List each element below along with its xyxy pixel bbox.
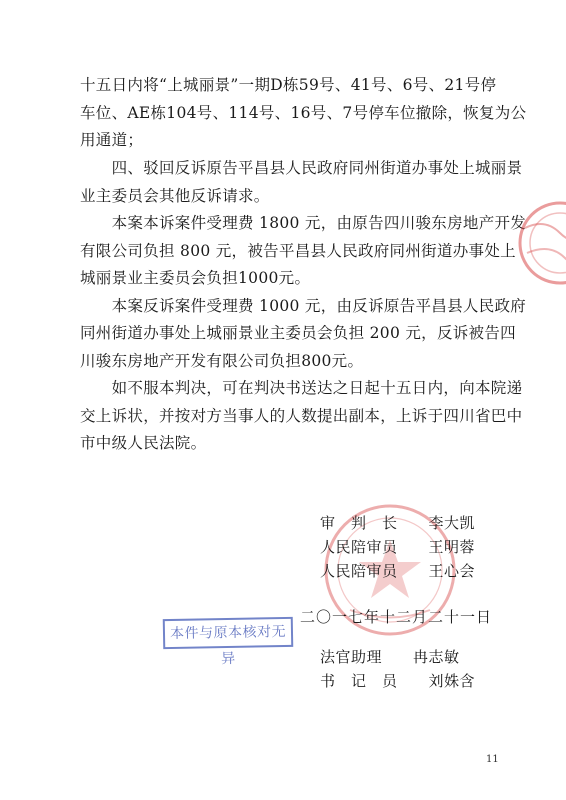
clerk-signature: 书 记 员 刘姝含 [320,672,476,690]
juror-1-signature: 人民陪审员 王明蓉 [320,538,476,556]
body-line-9: 本案反诉案件受理费 1000 元，由反诉原告平昌县人民政府 [80,297,527,315]
body-line-8: 城丽景业主委员会负担1000元。 [80,269,311,287]
chief-judge-signature: 审 判 长 李大凯 [320,514,476,532]
body-line-2: 车位、AE栋104号、114号、16号、7号停车位撤除，恢复为公 [80,104,527,122]
body-line-7: 有限公司负担 800 元，被告平昌县人民政府同州街道办事处上 [80,242,516,260]
body-line-10: 同州街道办事处上城丽景业主委员会负担 200 元，反诉被告四 [80,324,516,342]
body-line-4: 四、驳回反诉原告平昌县人民政府同州街道办事处上城丽景 [80,159,523,177]
juror-2-signature: 人民陪审员 王心会 [320,562,476,580]
copy-verified-stamp: 本件与原本核对无异 [163,617,294,649]
judge-assistant-signature: 法官助理 冉志敏 [320,648,460,666]
body-line-13: 交上诉状，并按对方当事人的人数提出副本，上诉于四川省巴中 [80,407,523,425]
body-line-11: 川骏东房地产开发有限公司负担800元。 [80,352,364,370]
judgment-date: 二〇一七年十二月二十一日 [300,608,493,626]
body-line-6: 本案本诉案件受理费 1800 元，由原告四川骏东房地产开发 [80,214,527,232]
body-line-1: 十五日内将“上城丽景”一期D栋59号、41号、6号、21号停 [80,76,497,94]
body-line-14: 市中级人民法院。 [80,434,207,452]
body-line-12: 如不服本判决，可在判决书送达之日起十五日内，向本院递 [80,379,523,397]
body-line-5: 业主委员会其他反诉请求。 [80,187,270,205]
body-line-3: 用通道； [80,131,144,149]
court-seal-edge [515,198,566,288]
page-number: 11 [486,754,499,765]
